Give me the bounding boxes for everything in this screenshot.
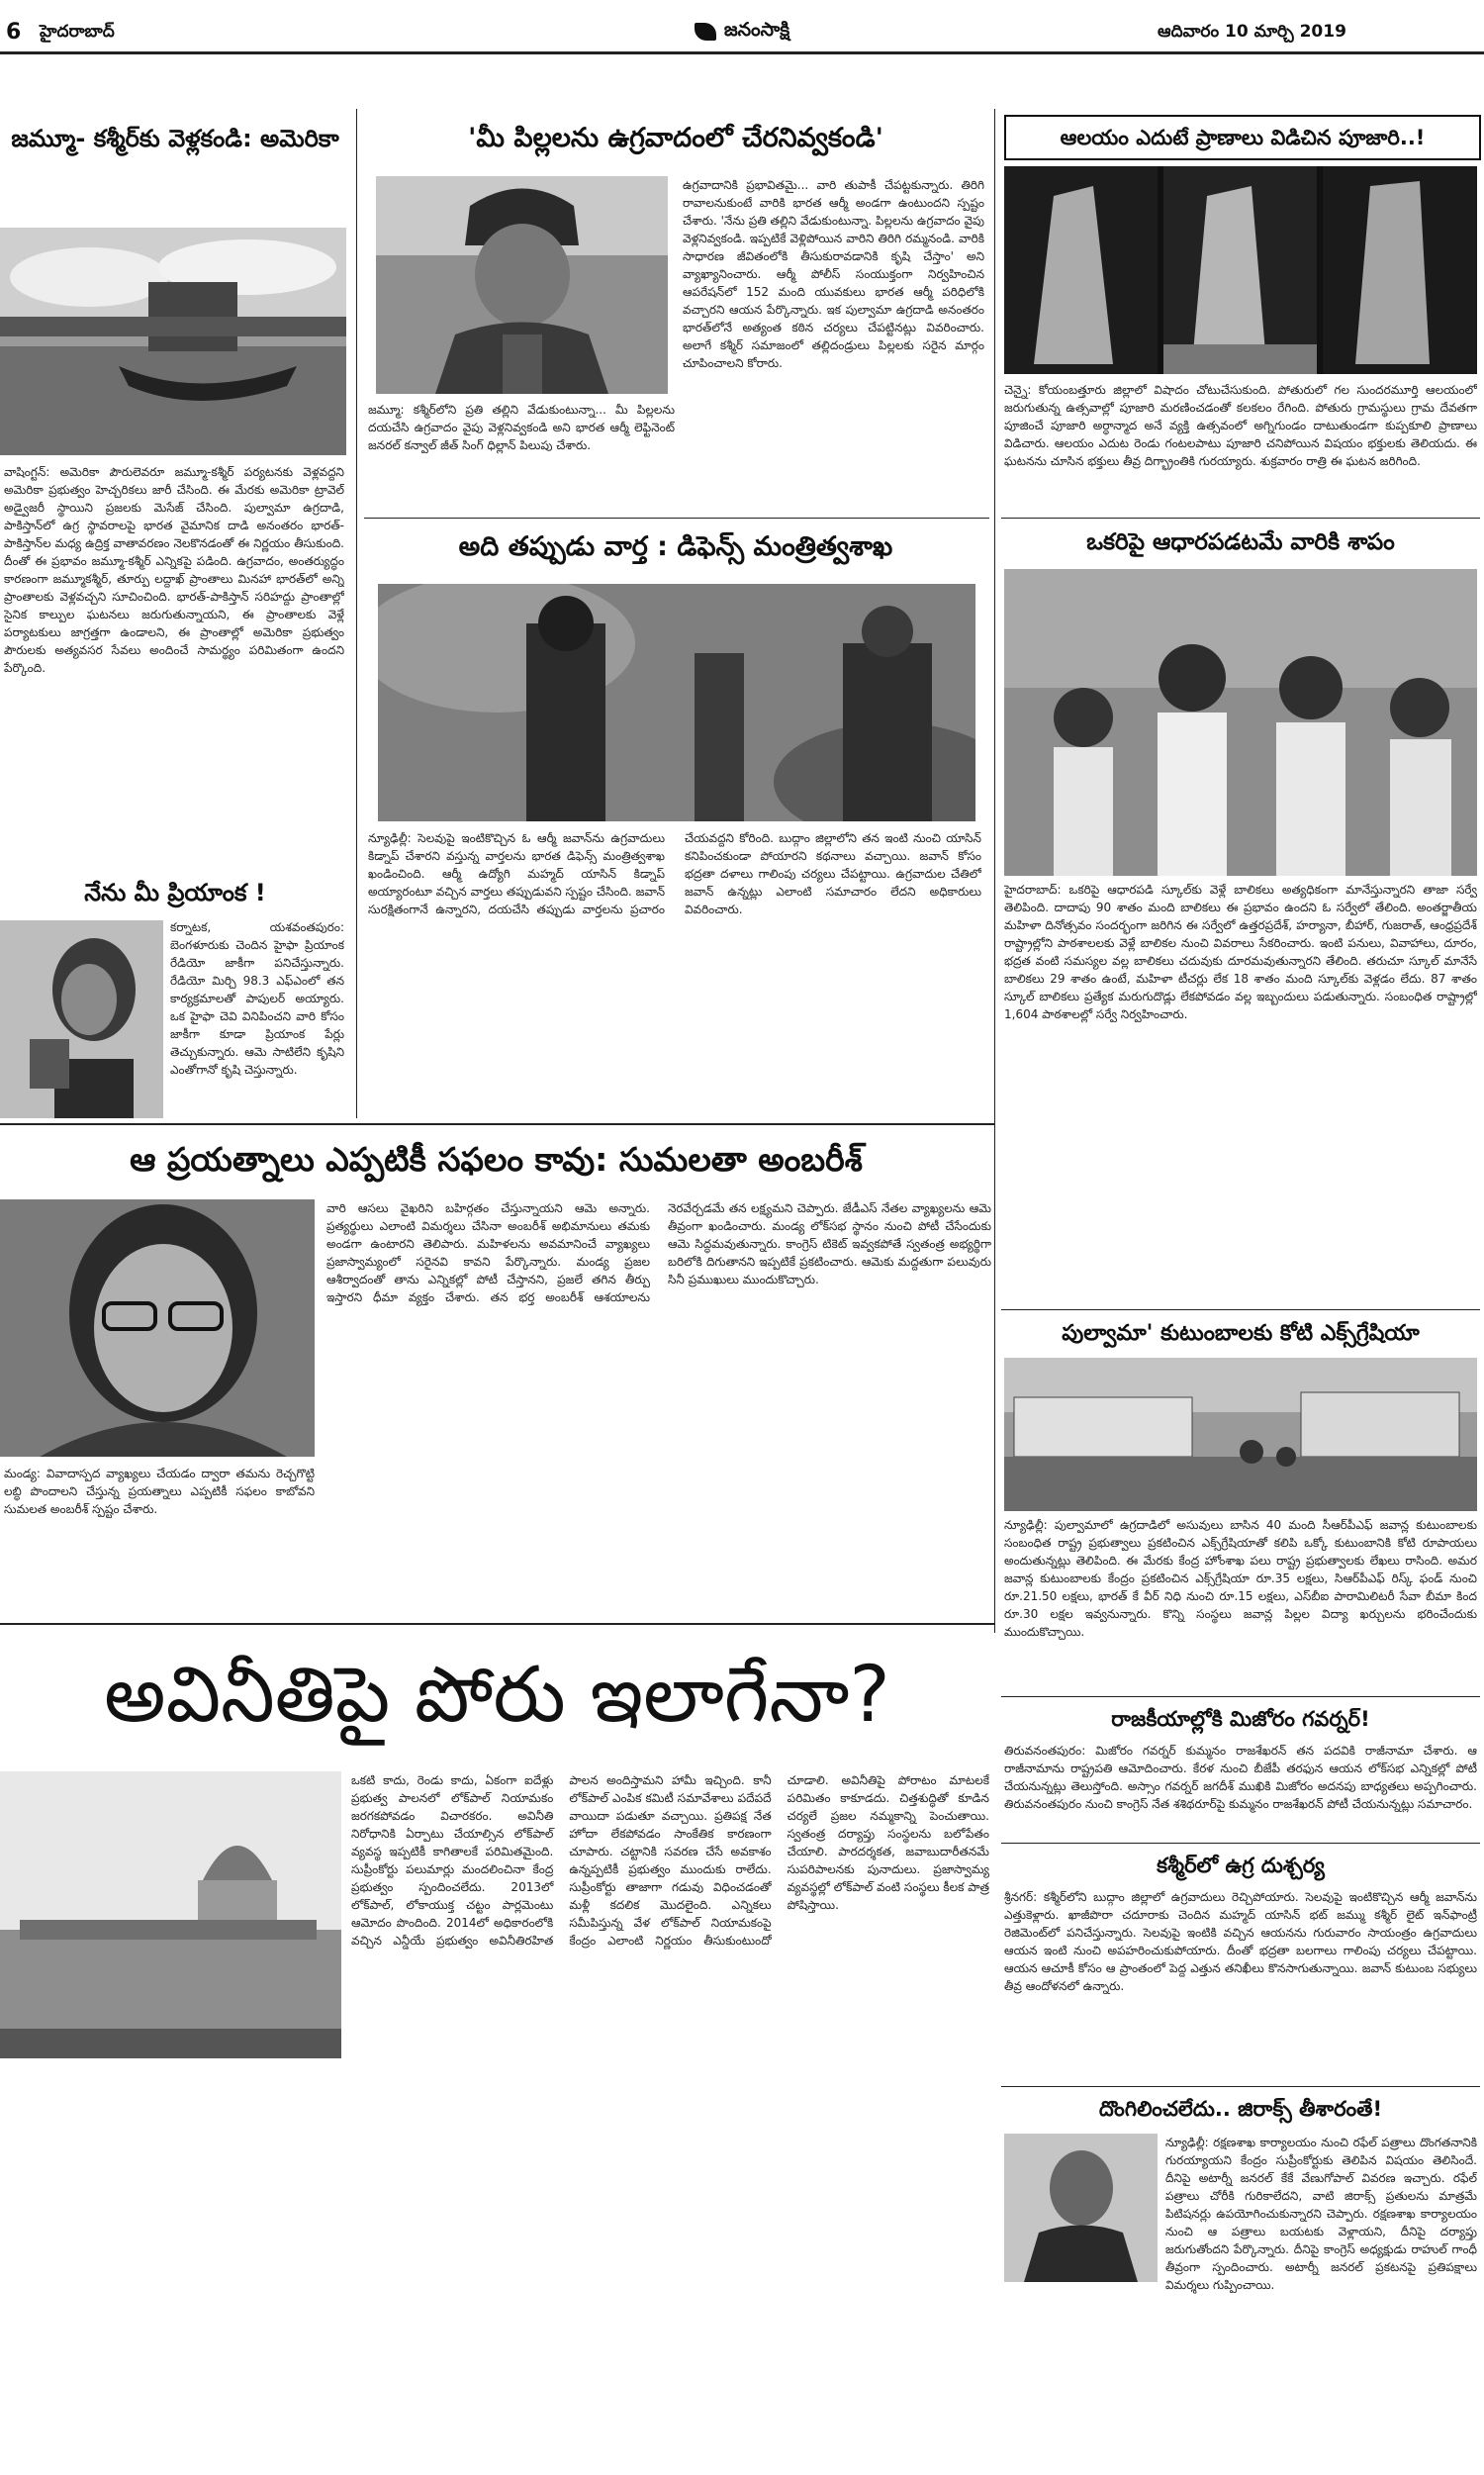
army-headline: 'మీ పిల్లలను ఉగ్రవాదంలో చేరనివ్వకండి' — [468, 123, 883, 153]
jk-headline: జమ్మూ- కశ్మీర్‌కు వెళ్లకండి: అమెరికా — [11, 125, 339, 152]
girls-headline: ఒకరిపై ఆధారపడటమే వారికి శాపం — [1086, 529, 1395, 555]
logo-icon — [695, 23, 716, 41]
priest-body: చెన్నై: కోయంబత్తూరు జిల్లాలో విషాదం చోటుచేసుకుంది. పోతురులో గల సుందరమూర్తి ఆలయంలో జరుగుతున్న ఉత్సవాల్లో పూజారి మరణించడంతో కలకలం రేగింది. పోతురు గ్రామస్థులు గ్రామ దేవతగా పూజించే పూజారి అర్ధాన్మాద అనే వ్యక్తి ఉత్సవంలో అగ్నిగుండం దాటుతుండగా కుప్పకూలి ప్రాణాలు విడిచారు. ఆలయం ఎదుట రెండు గంటలపాటు పూజారి చనిపోయిన విషయం భక్తులకు తెలియదు. ఈ ఘటనను చూసిన భక్తులు తీవ్ర దిగ్భ్రాంతికి గురయ్యారు. శుక్రవారం రాత్రి ఈ ఘటన జరిగింది. — [1004, 383, 1477, 468]
column-rule-2 — [994, 109, 995, 1633]
column-rule-1 — [356, 109, 357, 1118]
army-body: ఉగ్రవాదానికి ప్రభావితమై... వారి తుపాకీ చేపట్టకున్నారు. తిరిగి రావాలనుకుంటే వారికి భారత ఆర్మీ అండగా ఉంటుందని స్పష్టం చేశారు. 'నేను ప్రతి తల్లిని వేడుకుంటున్నా. పిల్లలను ఉగ్రవాదం వైపు వెళ్లనివ్వకండి. ఇప్పటికే వెళ్లిపోయిన వారిని తిరిగి రమ్మనండి. వారికి సాధారణ జీవితంలోకి తీసుకురావడానికి కృషి చేస్తాం' అని వ్యాఖ్యానించారు. ఆర్మీ పోలీస్‌ సంయుక్తంగా నిర్వహించిన ఆపరేషన్‌లో 152 మంది యువకులు భారత ఆర్మీ పరిధిలోకి వచ్చారని ఆయన పేర్కొన్నారు. ఇక పుల్వామా ఉగ్రదాడి అనంతరం భారత్‌లోనే అత్యంత కఠిన చర్యలు చేపట్టినట్లు వివరించారు. అలాగే కశ్మీర్‌ సమాజంలో తల్లిదండ్రులు పిల్లలకు సరైన మార్గం చూపించాలని కోరారు. — [683, 178, 984, 370]
kashmir-headline: కశ్మీర్‌లో ఉగ్ర దుశ్చర్య — [1157, 1854, 1325, 1877]
city-label: హైదరాబాద్ — [40, 22, 115, 42]
fake-body: న్యూఢిల్లీ: సెలవుపై ఇంటికొచ్చిన ఓ ఆర్మీ జవాన్‌ను ఉగ్రవాదులు కిడ్నాప్‌ చేశారని వస్తున్న వార్తలను భారత డిఫెన్స్‌ మంత్రిత్వశాఖ ఖండించింది. ఆర్మీ ఉద్యోగి మహ్మద్‌ యాసిన్‌ కిడ్నాప్‌ అయ్యారంటూ వచ్చిన వార్తలు తప్పుడువని స్పష్టం చేసింది. జవాన్‌ సురక్షితంగానే ఉన్నారని, దయచేసి తప్పుడు వార్తలను ప్రచారం చేయవద్దని కోరింది. బుద్గాం జిల్లాలోని తన ఇంటి నుంచి యాసిన్‌ కనిపించకుండా పోయారని కథనాలు వచ్చాయి. జవాన్‌ కోసం భద్రతా దళాలు గాలింపు చర్యలు చేపట్టాయి. ఉగ్రవాదుల చేతిలో జవాన్‌ ఉన్నట్లు ఎలాంటి సమాచారం లేదని అధికారులు వివరించారు. — [368, 831, 981, 916]
sumalatha-photo — [0, 1199, 315, 1457]
jk-body: వాషింగ్టన్‌: అమెరికా పౌరులెవరూ జమ్మూ-కశ్మీర్‌ పర్యటనకు వెళ్లవద్దని అమెరికా ప్రభుత్వం హెచ్చరికలు జారీ చేసింది. ఈ మేరకు అమెరికా ట్రావెల్‌ అడ్వైజరీ స్థాయిని ప్రజలకు మెసేజ్‌ చేసింది. పుల్వామా ఉగ్రదాడి, పాకిస్తాన్‌లో ఉగ్ర స్థావరాలపై భారత వైమానిక దాడి అనంతరం భారత్‌-పాకిస్తాన్‌ల మధ్య ఉద్రిక్త వాతావరణం నెలకొనడంతో ఈ నిర్ణయం తీసుకుంది. దీంతో ఈ ప్రభావం జమ్మూ-కశ్మీర్‌ ఎన్నికపై పడింది. ఉగ్రవాదం, అంతర్యుద్ధం కారణంగా జమ్మూకశ్మీర్‌, తూర్పు లద్దాఖ్‌ ప్రాంతాలు మినహా భారత్‌లో అన్ని ప్రాంతాలకు వెళ్లవచ్చని సూచించింది. భారత్‌-పాకిస్తాన్‌ సరిహద్దు ప్రాంతాల్లో సైనిక కాల్పుల ఘటనలు జరుగుతున్నాయని, ఈ ప్రాంతాలకు వెళ్లే పర్యాటకులు జాగ్రత్తగా ఉండాలని, ఈ ప్రాంతాల్లో అమెరికా ప్రభుత్వం పౌరులకు అత్యవసర సేవలు అందించే సామర్థ్యం పరిమితంగా ఉందని పేర్కొంది. — [4, 465, 344, 675]
paper-logo — [613, 18, 871, 46]
rule-sumalatha-top — [0, 1123, 994, 1125]
mizoram-headline: రాజకీయాల్లోకి మిజోరం గవర్నర్‌! — [1111, 1707, 1370, 1731]
sumalatha-headline: ఆ ప్రయత్నాలు ఎప్పటికీ సఫలం కావు: సుమలతా అంబరీశ్‌ — [130, 1140, 863, 1179]
girls-body: హైదరాబాద్‌: ఒకరిపై ఆధారపడి స్కూల్‌కు వెళ్లే బాలికలు అత్యధికంగా మానేస్తున్నారని తాజా సర్వే తెలిపింది. దాదాపు 90 శాతం మంది బాలికలు ఈ ప్రభావం ఉందని ఓ సర్వేలో తేలింది. అంతర్జాతీయ మహిళా దినోత్సవం సందర్భంగా జరిగిన ఈ సర్వేలో ఉత్తరప్రదేశ్‌, హర్యానా, బీహార్‌, గుజరాత్‌, ఆంధ్రప్రదేశ్‌ రాష్ట్రాల్లోని పాఠశాలలకు వెళ్లే బాలికల నుంచి వివరాలు సేకరించారు. ఇంటి పనులు, వివాహాలు, దూరం, భద్రత వంటి సమస్యల వల్ల బాలికలు చదువుకు దూరమవుతున్నారని తేలింది. తరుచూ స్కూల్‌ మానేసే బాలికలు 29 శాతం ఉంటే, మహిళా టీచర్లు లేక 18 శాతం మంది స్కూల్‌కు వెళ్లడం లేదు. 87 శాతం స్కూల్‌ బాలికలు ప్రత్యేక మరుగుదొడ్లు లేకపోవడం వల్ల ఇబ్బందులు పడుతున్నారు. సంబంధిత రాష్ట్రాల్లో 1,604 పాఠశాలల్లో సర్వే నిర్వహించారు. — [1004, 883, 1477, 1021]
sumalatha-caption: మండ్య: వివాదాస్పద వ్యాఖ్యలు చేయడం ద్వారా తమను రెచ్చగొట్టి లబ్ధి పొందాలని చేస్తున్న ప్రయత్నాలు ఎప్పటికీ సఫలం కాబోవని సుమలత అంబరీశ్‌ స్పష్టం చేశారు. — [4, 1467, 315, 1516]
page-number: 6 — [6, 20, 22, 45]
rule-pulwama-bottom — [1001, 1696, 1480, 1697]
rule-kashmir-bottom — [1001, 2086, 1480, 2087]
army-caption: జమ్మూ: కశ్మీర్‌లోని ప్రతి తల్లిని వేడుకుంటున్నా... మీ పిల్లలను దయచేసి ఉగ్రవాదం వైపు వెళ్లనివ్వకండి అని భారత ఆర్మీ లెఫ్టినెంట్‌ జనరల్‌ కన్వాల్‌ జీత్‌ సింగ్‌ ధిల్లాన్‌ పిలుపు చేశారు. — [368, 403, 675, 452]
corruption-photo — [0, 1771, 341, 2058]
pulwama-headline: పుల్వామా' కుటుంబాలకు కోటి ఎక్స్‌గ్రేషియా — [1062, 1321, 1420, 1346]
paper-name: జనంసాక్షి — [723, 18, 790, 41]
girls-photo — [1004, 569, 1477, 876]
jk-photo — [0, 228, 346, 455]
rule-girls-bottom — [1001, 1309, 1480, 1310]
corruption-body: ఒకటి కాదు, రెండు కాదు, ఏకంగా ఐదేళ్లు ప్రభుత్వ పాలనలో లోక్‌పాల్‌ నియామకం జరగకపోవడం విచారకరం. అవినీతి నిరోధానికి ఏర్పాటు చేయాల్సిన లోక్‌పాల్‌ వ్యవస్థ ఇప్పటికీ కాగితాలకే పరిమితమైంది. సుప్రీంకోర్టు పలుమార్లు మందలించినా కేంద్ర ప్రభుత్వం స్పందించలేదు. 2013లో లోక్‌పాల్‌, లోకాయుక్త చట్టం పార్లమెంటు ఆమోదం పొందింది. 2014లో అధికారంలోకి వచ్చిన ఎన్డీయే ప్రభుత్వం అవినీతిరహిత పాలన అందిస్తామని హామీ ఇచ్చింది. కానీ లోక్‌పాల్‌ ఎంపిక కమిటీ సమావేశాలు పదేపదే వాయిదా పడుతూ వచ్చాయి. ప్రతిపక్ష నేత హోదా లేకపోవడం సాంకేతిక కారణంగా చూపారు. చట్టానికి సవరణ చేసే అవకాశం ఉన్నప్పటికీ ప్రభుత్వం ముందుకు రాలేదు. సుప్రీంకోర్టు తాజాగా గడువు విధించడంతో మళ్లీ కదలిక మొదలైంది. ఎన్నికలు సమీపిస్తున్న వేళ లోక్‌పాల్‌ నియామకంపై కేంద్రం ఎలాంటి నిర్ణయం తీసుకుంటుందో చూడాలి. అవినీతిపై పోరాటం మాటలకే పరిమితం కాకూడదు. చిత్తశుద్ధితో కూడిన చర్యలే ప్రజల నమ్మకాన్ని పెంచుతాయి. స్వతంత్ర దర్యాప్తు సంస్థలను బలోపేతం చేయాలి. పారదర్శకత, జవాబుదారీతనమే సుపరిపాలనకు పునాదులు. ప్రజాస్వామ్య వ్యవస్థల్లో లోక్‌పాల్‌ వంటి సంస్థలు కీలక పాత్ర పోషిస్తాయి. — [351, 1773, 989, 1948]
fake-headline: అది తప్పుడు వార్త : డిఫెన్స్‌ మంత్రిత్వశాఖ — [458, 531, 893, 562]
sumalatha-body: వారి ఆసలు వైఖరిని బహిర్గతం చేస్తున్నాయని ఆమె అన్నారు. ప్రత్యర్థులు ఎలాంటి విమర్శలు చేసినా అంబరీశ్‌ అభిమానులు తమకు అండగా ఉంటారని తెలిపారు. మహిళలను అవమానించే వ్యాఖ్యలు ప్రజాస్వామ్యంలో సరైనవి కావని పేర్కొన్నారు. మండ్య ప్రజల ఆశీర్వాదంతో తాను ఎన్నికల్లో పోటీ చేస్తానని, ప్రజలే తగిన తీర్పు ఇస్తారని ధీమా వ్యక్తం చేశారు. తన భర్త అంబరీశ్‌ ఆశయాలను నెరవేర్చడమే తన లక్ష్యమని చెప్పారు. జేడీఎస్‌ నేతల వ్యాఖ్యలను ఆమె తీవ్రంగా ఖండించారు. మండ్య లోక్‌సభ స్థానం నుంచి పోటీ చేసేందుకు ఆమె సిద్ధమవుతున్నారు. కాంగ్రెస్‌ టికెట్‌ ఇవ్వకపోతే స్వతంత్ర అభ్యర్థిగా బరిలోకి దిగుతానని ఇప్పటికే ప్రకటించారు. ఆమెకు మద్దతుగా పలువురు సినీ ప్రముఖులు ముందుకొచ్చారు. — [326, 1201, 991, 1304]
pulwama-body: న్యూఢిల్లీ: పుల్వామాలో ఉగ్రదాడిలో అసువులు బాసిన 40 మంది సీఆర్‌పీఎఫ్‌ జవాన్ల కుటుంబాలకు సంబంధిత రాష్ట్ర ప్రభుత్వాలు ప్రకటించిన ఎక్స్‌గ్రేషియాతో కలిపి ఒక్కో కుటుంబానికి కోటి రూపాయలు అందుతున్నట్లు తెలిపింది. ఈ మేరకు కేంద్ర హోంశాఖ పలు రాష్ట్ర ప్రభుత్వాలకు లేఖలు రాసింది. అమర జవాన్ల కుటుంబాలకు కేంద్రం ప్రకటించిన ఎక్స్‌గ్రేషియా రూ.35 లక్షలు, సిఆర్‌పీఎఫ్‌ రిస్క్‌ ఫండ్‌ నుంచి రూ.21.50 లక్షలు, భారత్‌ కే వీర్‌ నిధి నుంచి రూ.15 లక్షలు, ఎస్‌బీఐ పారామిలిటరీ సేవా బీమా కింద రూ.30 లక్షల ఇవ్వనున్నారు. కొన్ని సంస్థలు జవాన్ల పిల్లల విద్యా ఖర్చులను భరించేందుకు ముందుకొచ్చాయి. — [1004, 1518, 1477, 1639]
priyanka-headline: నేను మీ ప్రియాంక ! — [84, 879, 266, 906]
army-photo — [376, 176, 668, 394]
priyanka-photo — [0, 920, 163, 1118]
kashmir-body: శ్రీనగర్‌: కశ్మీర్‌లోని బుద్గాం జిల్లాలో ఉగ్రవాదులు రెచ్చిపోయారు. సెలవుపై ఇంటికొచ్చిన ఆర్మీ జవాన్‌ను ఎత్తుకెళ్లారు. ఖాజీపొరా చదూరాకు చెందిన మహ్మద్‌ యాసిన్‌ భట్‌ జమ్ము కశ్మీర్‌ లైట్‌ ఇన్‌ఫాంట్రీ రెజిమెంట్‌లో పనిచేస్తున్నారు. సెలవుపై ఇంటికి వచ్చిన ఆయనను గురువారం సాయంత్రం ఉగ్రవాదులు ఆయన ఇంటి నుంచి అపహరించుకుపోయారు. దీంతో భద్రతా బలగాలు గాలింపు చర్యలు చేపట్టాయి. ఆయన ఆచూకీ కోసం ఆ ప్రాంతంలో పెద్ద ఎత్తున తనిఖీలు కొనసాగుతున్నాయి. జవాన్‌ కుటుంబ సభ్యులు తీవ్ర ఆందోళనలో ఉన్నారు. — [1004, 1890, 1477, 1993]
priest-photo — [1004, 166, 1477, 374]
fake-photo — [378, 584, 975, 821]
rule-mizoram-bottom — [1001, 1843, 1480, 1844]
masthead-rule — [0, 51, 1484, 54]
rule-priest-bottom — [1001, 518, 1480, 519]
rafale-photo — [1004, 2134, 1158, 2282]
priyanka-body: కర్నాటక, యశవంతపురం: బెంగళూరుకు చెందిన హైఫా ప్రియాంక రేడియో జాకీగా పనిచేస్తున్నారు. రేడియో మిర్చి 98.3 ఎఫ్‌ఎంలో తన కార్యక్రమాలతో పాపులర్‌ అయ్యారు. ఒక హైఫా చెవి వినిపించని వారి కోసం జాకీగా కూడా ప్రియాంక పేర్లు తెచ్చుకున్నారు. ఆమె సాటిలేని కృషిని ఎంతోగానో కృషి చెస్తున్నారు. — [170, 920, 344, 1077]
corruption-headline: అవినీతిపై పోరు ఇలాగేనా? — [104, 1651, 890, 1740]
mizoram-body: తిరువనంతపురం: మిజోరం గవర్నర్‌ కుమ్మనం రాజశేఖరన్‌ తన పదవికి రాజీనామా చేశారు. ఆ రాజీనామాను రాష్ట్రపతి ఆమోదించారు. కేరళ నుంచి బీజేపీ తరఫున ఆయన లోక్‌సభ ఎన్నికల్లో పోటీ చేయనున్నట్లు తెలుస్తోంది. అస్సాం గవర్నర్‌ జగదీశ్‌ ముఖికి మిజోరం అదనపు బాధ్యతలు అప్పగించారు. తిరువనంతపురం నుంచి కాంగ్రెస్‌ నేత శశిథరూర్‌పై కుమ్మనం రాజశేఖరన్‌ పోటీ చేయనున్నట్లు సమాచారం. — [1004, 1744, 1477, 1811]
pulwama-photo — [1004, 1358, 1477, 1511]
rule-army-bottom — [364, 518, 989, 519]
rafale-body: న్యూఢిల్లీ: రక్షణశాఖ కార్యాలయం నుంచి రఫేల్‌ పత్రాలు దొంగతనానికి గురయ్యాయని కేంద్రం సుప్రీంకోర్టుకు తెలిపిన విషయం తెలిసిందే. దీనిపై అటార్నీ జనరల్‌ కేకే వేణుగోపాల్‌ వివరణ ఇచ్చారు. రఫేల్‌ పత్రాలు చోరీకి గురికాలేదని, వాటి జిరాక్స్‌ ప్రతులను మాత్రమే పిటిషనర్లు ఉపయోగించుకున్నారని చెప్పారు. రక్షణశాఖ కార్యాలయం నుంచి ఆ పత్రాలు బయటకు వెళ్లాయని, దీనిపై దర్యాప్తు జరుగుతోందని పేర్కొన్నారు. దీనిపై కాంగ్రెస్‌ అధ్యక్షుడు రాహుల్‌ గాంధీ తీవ్రంగా స్పందించారు. అటార్నీ జనరల్‌ ప్రకటనపై ప్రతిపక్షాలు విమర్శలు గుప్పించాయి. — [1165, 2136, 1477, 2292]
rule-corruption-top — [0, 1623, 994, 1625]
priest-headline: ఆలయం ఎదుటే ప్రాణాలు విడిచిన పూజారి..! — [1004, 115, 1481, 160]
rafale-headline: దొంగిలించలేదు.. జిరాక్స్‌ తీశారంతే! — [1098, 2097, 1383, 2121]
date-label: ఆదివారం 10 మార్చి 2019 — [1158, 22, 1346, 42]
